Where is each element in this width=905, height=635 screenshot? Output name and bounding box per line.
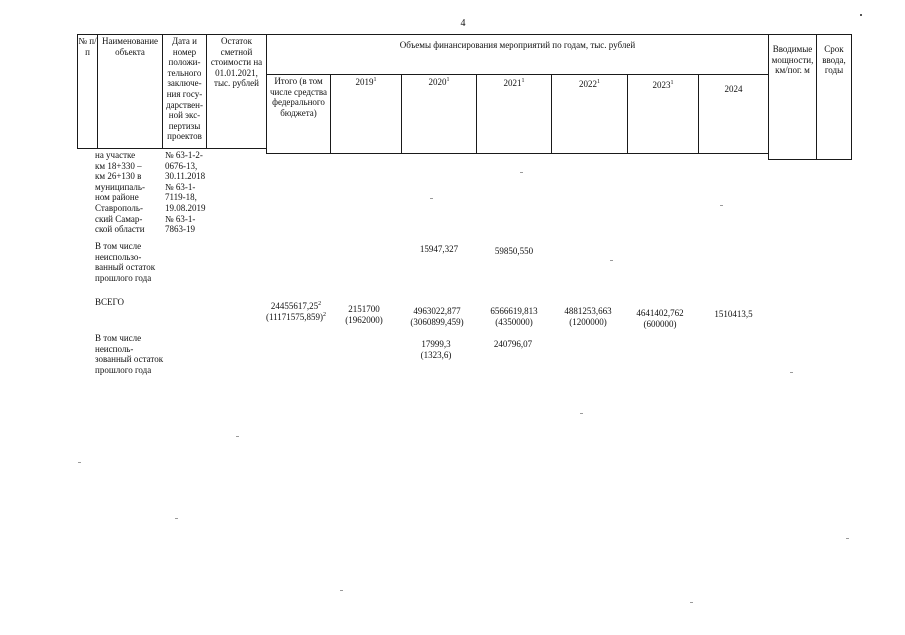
header-funding: Объемы финансирования мероприятий по годам, тыс. рублей: [399, 40, 636, 50]
object-expertise-dates: № 63-1-2- 0676-13, 30.11.2018 № 63-1- 7119-18, 19.08.2019 № 63-1- 7863-19: [165, 150, 206, 235]
header-year-2019: 2019$^1$: [355, 77, 377, 87]
total-sum: 24455617,25$^2$ $(11171575,859)^2$: [265, 301, 327, 322]
object-name: на участке км 18+330 – км 26+130 в муниципаль- ном районе Ставрополь- ский Самар- ской области: [95, 150, 145, 235]
header-year-2022: 2022$^1$: [579, 79, 600, 89]
header-year-2023: 2023$^1$: [652, 80, 674, 90]
unused-remainder-2021-1: 59850,550: [494, 246, 534, 256]
header-year-2021: 2021$^1$: [503, 78, 525, 88]
header-name: Наименование объекта: [101, 36, 159, 57]
unused-remainder-2021-2: 240796,07: [493, 339, 533, 349]
header-year-2020: 2020$^1$: [428, 77, 450, 87]
header-num: № п/п: [78, 36, 97, 57]
unused-remainder-label-2: В том числе неисполь-зованный остаток прошлого года: [95, 333, 164, 375]
unused-remainder-2020-1: 15947,327: [419, 244, 459, 254]
total-label: ВСЕГО: [95, 297, 124, 307]
total-2023: 4641402,762 (600000): [636, 308, 684, 329]
header-total: Итого (в том числе средства федерального бюджета): [269, 76, 328, 118]
unused-remainder-2020-2: 17999,3 (1323,6): [420, 339, 452, 360]
total-2020: 4963022,877 (3060899,459): [410, 306, 464, 327]
header-capacity: Вводимые мощности, км/пог. м: [771, 44, 814, 76]
total-2022: 4881253,663 (1200000): [564, 306, 612, 327]
total-2021: 6566619,813 (4350000): [490, 306, 538, 327]
header-year-2024: 2024: [724, 84, 743, 94]
header-deadline: Срок ввода, годы: [822, 44, 846, 76]
total-2019: 2151700 (1962000): [345, 304, 383, 325]
page-number: 4: [460, 18, 466, 29]
total-2024: 1510413,5: [714, 309, 753, 319]
unused-remainder-label-1: В том числе неиспользо-ванный остаток прошлого года: [95, 241, 156, 283]
header-date: Дата и номер положи-тельного заключе-ния госу-дарствен-ной экс-пертизы проектов: [165, 36, 203, 142]
header-balance: Остаток сметной стоимости на 01.01.2021, тыс. рублей: [210, 36, 263, 89]
